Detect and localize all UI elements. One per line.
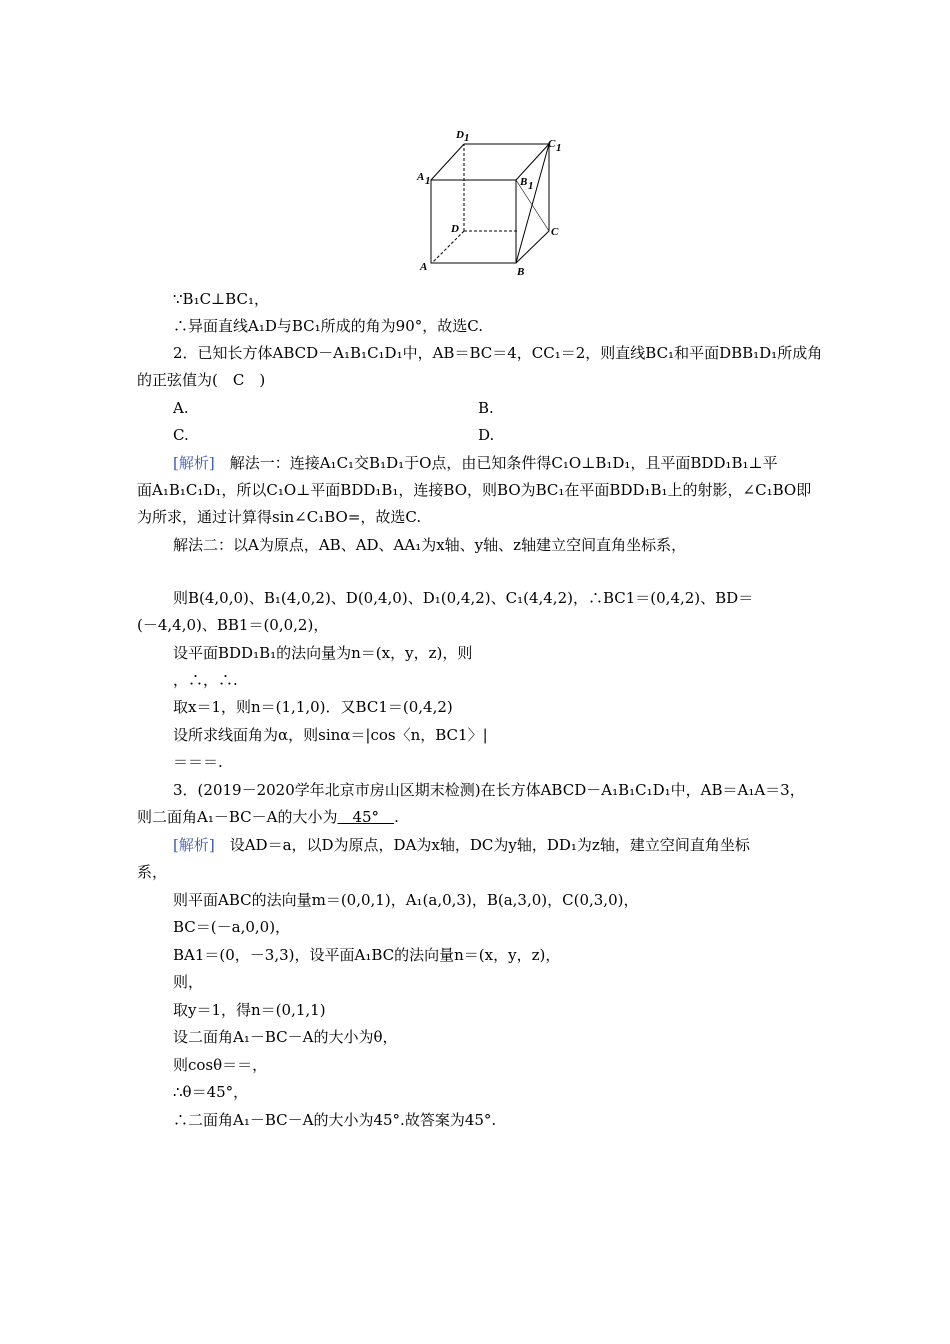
label-c1: C (548, 138, 556, 150)
analysis-3-line: 则cosθ＝＝， (173, 1056, 268, 1074)
label-c: C (551, 226, 559, 238)
analysis-text: 设AD＝a，以D为原点，DA为x轴，DC为y轴，DD₁为z轴，建立空间直角坐标 (214, 836, 750, 854)
analysis-2-line: 设平面BDD₁B₁的法向量为n＝(x，y，z)，则 (173, 644, 473, 662)
analysis-2-line: 则B(4,0,0)、B₁(4,0,2)、D(0,4,0)、D₁(0,4,2)、C₁(4,4,2)，∴BC1＝(0,4,2)、BD＝ (173, 589, 754, 607)
label-d1: D (456, 129, 464, 141)
front-face (431, 180, 516, 263)
option-b: B. (478, 399, 494, 417)
label-a: A (420, 261, 428, 273)
analysis-3-line: BA1＝(0，－3,3)，设平面A₁BC的法向量n＝(x，y，z)， (173, 946, 561, 964)
question-3-suffix: . (394, 808, 399, 826)
question-2: 2．已知长方体ABCD－A₁B₁C₁D₁中，AB＝BC＝4，CC₁＝2，则直线BC₁和平面DBB₁D₁所成角 (173, 344, 823, 362)
analysis-2-line (173, 453, 778, 473)
label-b: B (517, 266, 525, 278)
label-a1-sub: 1 (425, 175, 431, 187)
analysis-3-line: ∴θ＝45°， (173, 1083, 249, 1101)
question-3-prefix: 则二面角A₁－BC－A的大小为 (137, 808, 338, 826)
label-d1-sub: 1 (464, 132, 470, 144)
option-d: D. (478, 426, 495, 444)
analysis-text: 解法一：连接A₁C₁交B₁D₁于O点，由已知条件得C₁O⊥B₁D₁，且平面BDD₁B₁⊥平 (214, 454, 778, 472)
analysis-2-line: 面A₁B₁C₁D₁，所以C₁O⊥平面BDD₁B₁，连接BO，则BO为BC₁在平面BDD₁B₁上的射影，∠C₁BO即 (137, 481, 812, 499)
analysis-2-line: 为所求，通过计算得sin∠C₁BO=，故选C. (137, 508, 422, 526)
question-2-cont: 的正弦值为( C ) (137, 371, 266, 389)
analysis-2-line: 设所求线面角为α，则sinα＝|cos〈n，BC1〉| (173, 726, 488, 744)
text-line: ∵B₁C⊥BC₁， (173, 290, 269, 308)
analysis-3-line: 系， (137, 863, 168, 881)
analysis-3-line (173, 835, 750, 855)
analysis-tag: [解析] (173, 454, 215, 472)
analysis-tag: [解析] (173, 836, 215, 854)
analysis-3-line: ∴二面角A₁－BC－A的大小为45°.故答案为45°. (173, 1111, 497, 1129)
label-c1-sub: 1 (556, 142, 562, 154)
analysis-2-line: 取x＝1，则n＝(1,1,0)．又BC1＝(0,4,2) (173, 698, 453, 716)
analysis-2-line: ，∴，∴. (173, 671, 238, 689)
question-3-cont (137, 807, 399, 827)
analysis-3-line: 则， (173, 973, 204, 991)
label-a1: A (417, 171, 425, 183)
answer-blank: 45° (337, 808, 395, 826)
analysis-2-line: ＝＝＝. (173, 753, 223, 771)
label-d: D (451, 223, 459, 235)
cube-figure (400, 118, 590, 288)
question-3: 3．(2019－2020学年北京市房山区期末检测)在长方体ABCD－A₁B₁C₁D₁中，AB＝A₁A＝3， (173, 781, 805, 799)
label-b1: B (520, 176, 528, 188)
analysis-3-line: 则平面ABC的法向量m＝(0,0,1)，A₁(a,0,3)，B(a,3,0)，C(0,3,0)， (173, 891, 639, 909)
edge-a1-d1 (431, 144, 464, 180)
analysis-3-line: 取y＝1，得n＝(0,1,1) (173, 1001, 326, 1019)
analysis-3-line: 设二面角A₁－BC－A的大小为θ， (173, 1028, 398, 1046)
analysis-2-line: 解法二：以A为原点，AB、AD、AA₁为x轴、y轴、z轴建立空间直角坐标系， (173, 536, 687, 554)
text-line: ∴异面直线A₁D与BC₁所成的角为90°，故选C. (173, 317, 483, 335)
option-c: C. (173, 426, 189, 444)
option-a: A. (173, 399, 189, 417)
analysis-2-line: (－4,4,0)、BB1＝(0,0,2)， (137, 616, 329, 634)
label-b1-sub: 1 (528, 180, 534, 192)
edge-d-a (432, 231, 464, 263)
analysis-3-line: BC＝(－a,0,0)， (173, 918, 291, 936)
